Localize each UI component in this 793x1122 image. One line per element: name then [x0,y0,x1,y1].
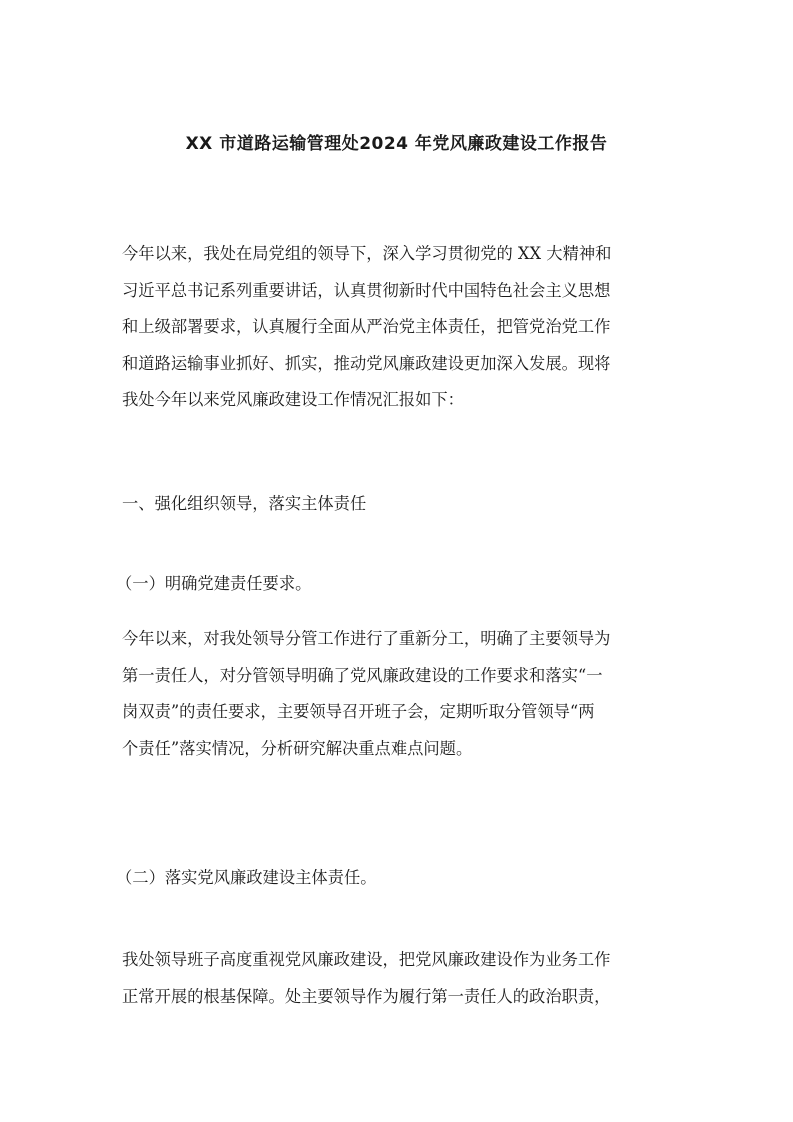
paragraph-line: 习近平总书记系列重要讲话，认真贯彻新时代中国特色社会主义思想 [122,280,611,300]
paragraph-line: 我处今年以来党风廉政建设工作情况汇报如下： [122,390,464,409]
paragraph-line: 和上级部署要求，认真履行全面从严治党主体责任，把管党治党工作 [122,317,611,336]
subsection-heading-2: （二）落实党风廉政建设主体责任。 [116,868,377,887]
subsection-2-paragraph [122,942,674,1015]
paragraph-line: 个责任”落实情况，分析研究解决重点难点问题。 [122,738,473,758]
subsection-1-paragraph [122,621,674,767]
paragraph-line: 岗双责”的责任要求，主要领导召开班子会，定期听取分管领导“两 [122,702,595,721]
paragraph-line: 今年以来，我处在局党组的领导下，深入学习贯彻党的 XX 大精神和 [122,244,612,263]
subsection-heading-1: （一）明确党建责任要求。 [116,574,312,593]
paragraph-line: 正常开展的根基保障。处主要领导作为履行第一责任人的政治职责， [122,986,611,1006]
paragraph-line: 今年以来，对我处领导分管工作进行了重新分工，明确了主要领导为 [122,629,611,648]
section-heading-1: 一、强化组织领导，落实主体责任 [122,494,367,513]
paragraph-line: 和道路运输事业抓好、抓实，推动党风廉政建设更加深入发展。现将 [122,353,611,373]
paragraph-line: 第一责任人，对分管领导明确了党风廉政建设的工作要求和落实“一 [122,665,603,685]
intro-paragraph [122,236,674,419]
paragraph-line: 我处领导班子高度重视党风廉政建设，把党风廉政建设作为业务工作 [122,950,611,969]
document-title: XX 市道路运输管理处2024 年党风廉政建设工作报告 [185,134,608,154]
